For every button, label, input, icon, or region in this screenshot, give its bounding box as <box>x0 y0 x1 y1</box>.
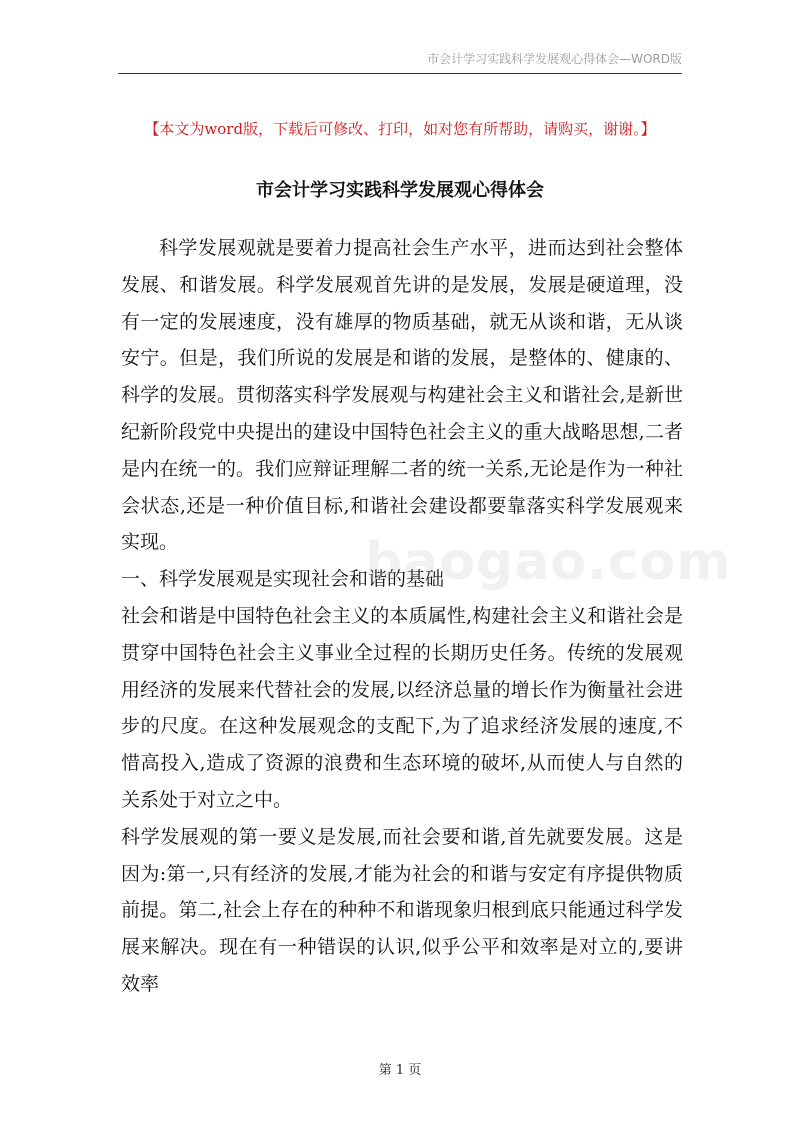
running-header: 市会计学习实践科学发展观心得体会—WORD版 <box>427 52 682 66</box>
body-paragraph: 科学发展观的第一要义是发展,而社会要和谐,首先就要发展。这是因为:第一,只有经济的发展,才能为社会的和谐与安定有序提供物质前提。第二,社会上存在的种种不和谐现象归根到底只能通过科学发展来解决。现在有一种错误的认识,似乎公平和效率是对立的,要讲效率 <box>121 825 683 995</box>
body-paragraph: 社会和谐是中国特色社会主义的本质属性,构建社会主义和谐社会是贯穿中国特色社会主义事业全过程的长期历史任务。传统的发展观用经济的发展来代替社会的发展,以经济总量的增长作为衡量社会进步的尺度。在这种发展观念的支配下,为了追求经济发展的速度,不惜高投入,造成了资源的浪费和生态环境的破坏,从而使人与自然的关系处于对立之中。 <box>121 604 683 811</box>
purchase-notice: 【本文为word版，下载后可修改、打印，如对您有所帮助，请购买，谢谢。】 <box>144 120 656 138</box>
watermark: baogao.com <box>365 532 732 592</box>
section-heading: 一、科学发展观是实现社会和谐的基础 <box>121 568 445 591</box>
document-body <box>121 230 683 1003</box>
document-title: 市会计学习实践科学发展观心得体会 <box>256 180 544 201</box>
page-number: 第 1 页 <box>378 1063 422 1078</box>
intro-paragraph: 科学发展观就是要着力提高社会生产水平，进而达到社会整体发展、和谐发展。科学发展观首先讲的是发展，发展是硬道理，没有一定的发展速度，没有雄厚的物质基础，就无从谈和谐，无从谈安宁。但是，我们所说的发展是和谐的发展，是整体的、健康的、科学的发展。贯彻落实科学发展观与构建社会主义和谐社会,是新世纪新阶段党中央提出的建设中国特色社会主义的重大战略思想,二者是内在统一的。我们应辩证理解二者的统一关系,无论是作为一种社会状态,还是一种价值目标,和谐社会建设都要靠落实科学发展观来实现。 <box>121 237 683 554</box>
header-divider <box>118 73 682 74</box>
